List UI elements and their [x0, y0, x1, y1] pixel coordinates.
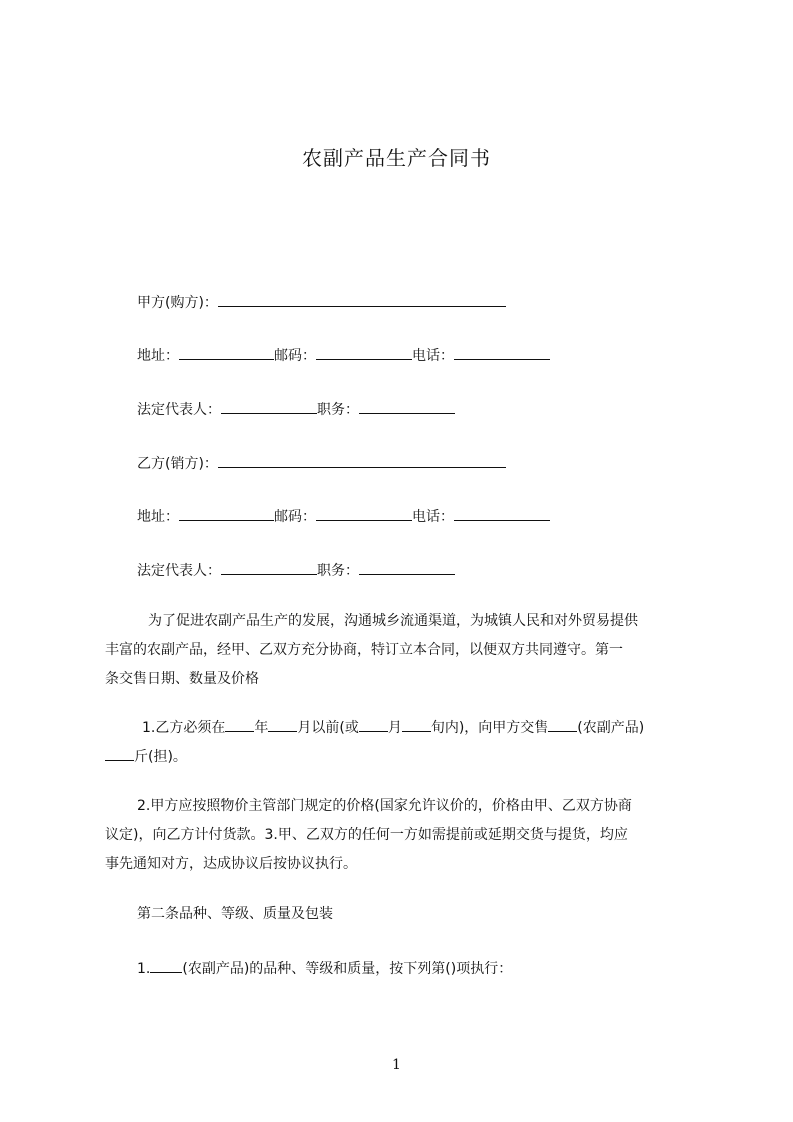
article-2-item-1-prefix: 1. [137, 961, 151, 977]
clause-1-text-b1: 斤(担)。 [134, 749, 187, 765]
intro-line-2: 丰富的农副产品，经甲、乙双方充分协商，特订立本合同，以便双方共同遵守。第一 [105, 642, 623, 658]
page-number: 1 [392, 1057, 401, 1073]
party-a-label: 甲方(购方)： [137, 295, 218, 311]
party-a-rep-label: 法定代表人： [137, 402, 221, 418]
party-a-rep-blank[interactable] [221, 399, 317, 414]
party-b-label: 乙方(销方)： [137, 456, 218, 472]
party-b-position-label: 职务： [317, 563, 359, 579]
clause-1-product-blank[interactable] [548, 717, 577, 732]
party-a-address-label: 地址： [137, 348, 179, 364]
party-a-position-blank[interactable] [359, 399, 455, 414]
party-b-rep-blank[interactable] [221, 560, 317, 575]
clause-1-paragraph [105, 714, 644, 772]
clause-2-line-1: 2.甲方应按照物价主管部门规定的价格(国家允许议价的，价格由甲、乙双方协商 [137, 798, 632, 814]
party-a-phone-blank[interactable] [454, 345, 550, 360]
clause-2-line-3: 事先通知对方，达成协议后按协议执行。 [105, 856, 357, 872]
party-a-phone-label: 电话： [412, 348, 454, 364]
party-a-line [137, 292, 506, 313]
article-2-item-1-text: (农副产品)的品种、等级和质量，按下列第()项执行： [182, 961, 513, 977]
party-b-postcode-label: 邮码： [274, 509, 316, 525]
party-a-name-blank[interactable] [218, 292, 506, 307]
party-b-address-blank[interactable] [179, 506, 274, 521]
party-b-position-blank[interactable] [359, 560, 455, 575]
clause-2-paragraph [105, 792, 701, 879]
party-a-postcode-label: 邮码： [274, 348, 316, 364]
party-b-postcode-blank[interactable] [316, 506, 412, 521]
clause-1-quantity-blank[interactable] [105, 746, 134, 761]
party-a-postcode-blank[interactable] [316, 345, 412, 360]
article-2-product-blank[interactable] [150, 958, 182, 973]
intro-line-1: 为了促进农副产品生产的发展，沟通城乡流通渠道，为城镇人民和对外贸易提供 [148, 613, 638, 629]
party-b-phone-blank[interactable] [454, 506, 550, 521]
clause-1-line-2 [105, 743, 644, 772]
party-a-contact-line [137, 345, 550, 366]
intro-line-3: 条交售日期、数量及价格 [105, 671, 259, 687]
clause-1-line-1 [105, 714, 644, 743]
party-b-rep-line [137, 560, 455, 581]
intro-paragraph [105, 607, 638, 694]
clause-1-text-a1: 1.乙方必须在 [142, 720, 226, 736]
clause-1-text-a5: 旬内)，向甲方交售 [430, 720, 549, 736]
clause-1-period-blank[interactable] [402, 717, 431, 732]
article-2-item-1 [137, 958, 512, 979]
clause-1-text-a6: (农副产品) [577, 720, 645, 736]
party-b-contact-line [137, 506, 550, 527]
document-title: 农副产品生产合同书 [302, 146, 491, 170]
clause-1-text-a3: 月以前(或 [297, 720, 359, 736]
party-b-phone-label: 电话： [412, 509, 454, 525]
clause-2-line-2: 议定)，向乙方计付货款。3.甲、乙双方的任何一方如需提前或延期交货与提货，均应 [105, 827, 628, 843]
clause-1-alt-month-blank[interactable] [359, 717, 388, 732]
party-a-rep-line [137, 399, 455, 420]
party-b-address-label: 地址： [137, 509, 179, 525]
clause-1-month-blank[interactable] [268, 717, 297, 732]
party-b-name-blank[interactable] [218, 453, 506, 468]
clause-1-text-a4: 月 [387, 720, 402, 736]
clause-1-text-a2: 年 [254, 720, 269, 736]
party-b-rep-label: 法定代表人： [137, 563, 221, 579]
article-2-heading: 第二条品种、等级、质量及包装 [137, 906, 333, 922]
clause-1-year-blank[interactable] [225, 717, 254, 732]
party-a-address-blank[interactable] [179, 345, 274, 360]
party-b-line [137, 453, 506, 474]
party-a-position-label: 职务： [317, 402, 359, 418]
